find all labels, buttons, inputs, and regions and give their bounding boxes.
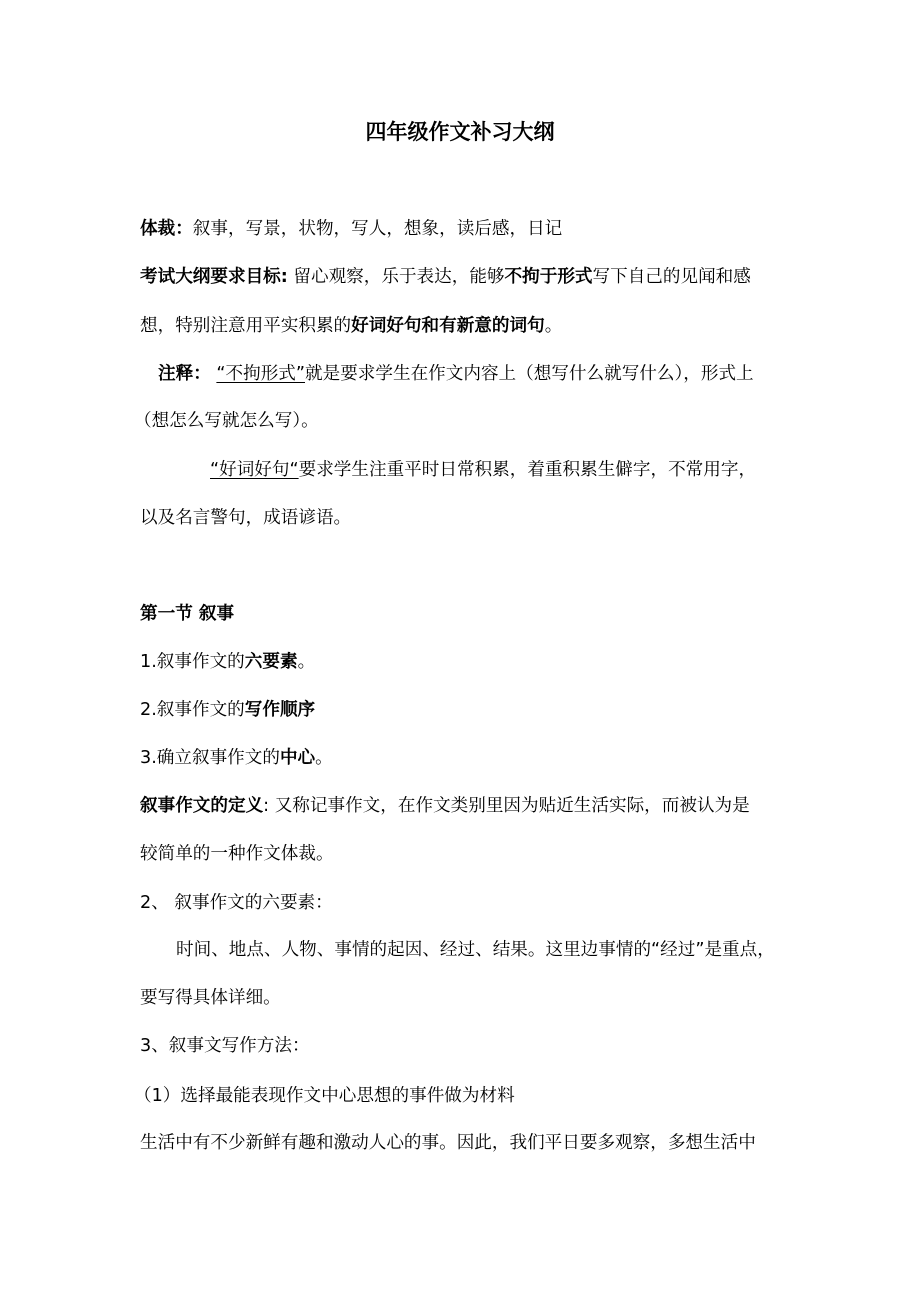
note-text: 就是要求学生在作文内容上（想写什么就写什么），形式上 xyxy=(305,364,754,384)
definition-line-2: 较简单的一种作文体裁。 xyxy=(140,844,334,864)
item-text: 1.叙事作文的 xyxy=(140,652,245,672)
definition-line-1 xyxy=(140,793,750,819)
note-line-1 xyxy=(158,361,754,387)
note-line-2 xyxy=(134,408,319,434)
goal-text: 想，特别注意用平实积累的 xyxy=(140,316,352,336)
six-elements-heading: 2、 叙事作文的六要素： xyxy=(140,893,333,913)
note-underlined: “不拘形式” xyxy=(216,364,305,384)
note-underlined: “好词好句“ xyxy=(210,460,299,480)
item-text: 。 xyxy=(297,652,316,672)
note-line-3 xyxy=(210,457,756,483)
method-subheading: （1）选择最能表现作文中心思想的事件做为材料 xyxy=(134,1086,515,1106)
section-heading: 第一节 叙事 xyxy=(140,604,235,624)
note-line-4 xyxy=(140,505,351,531)
item-bold: 六要素 xyxy=(244,652,298,672)
definition-label: 叙事作文的定义 xyxy=(140,796,264,816)
list-item xyxy=(140,745,333,771)
method-heading: 3、叙事文写作方法： xyxy=(140,1036,310,1056)
goal-text: 留心观察，乐于表达，能够 xyxy=(287,267,505,287)
genre-text: 叙事，写景，状物，写人，想象，读后感，日记 xyxy=(192,219,563,239)
item-bold: 写作顺序 xyxy=(244,700,316,720)
item-text: 。 xyxy=(315,748,333,768)
list-item xyxy=(140,649,315,675)
goal-label: 考试大纲要求目标: xyxy=(140,267,288,287)
item-text: 2.叙事作文的 xyxy=(140,700,245,720)
goal-bold: 好词好句和有新意的词句 xyxy=(351,316,545,336)
genre-label: 体裁： xyxy=(140,219,193,239)
goal-text: 写下自己的见闻和感 xyxy=(592,267,751,287)
item-bold: 中心 xyxy=(279,748,316,768)
list-item xyxy=(140,697,315,723)
goal-line-1 xyxy=(140,264,751,290)
six-elements-text-1: 时间、地点、人物、事情的起因、经过、结果。这里边事情的“经过”是重点， xyxy=(176,940,775,960)
note-label: 注释： xyxy=(158,364,211,384)
item-text: 3.确立叙事作文的 xyxy=(140,748,280,768)
genre-line xyxy=(140,216,562,242)
note-text: （想怎么写就怎么写）。 xyxy=(134,411,319,431)
note-text: 要求学生注重平时日常积累，着重积累生僻字，不常用字， xyxy=(298,460,757,480)
six-elements-text-2: 要写得具体详细。 xyxy=(140,988,281,1008)
definition-text: : 又称记事作文，在作文类别里因为贴近生活实际，而被认为是 xyxy=(263,796,750,816)
method-paragraph: 生活中有不少新鲜有趣和激动人心的事。因此，我们平日要多观察，多想生活中 xyxy=(140,1133,756,1153)
goal-bold: 不拘于形式 xyxy=(504,267,593,287)
note-text: 以及名言警句，成语谚语。 xyxy=(140,508,352,528)
goal-line-2 xyxy=(140,313,562,339)
goal-text: 。 xyxy=(544,316,563,336)
document-title: 四年级作文补习大纲 xyxy=(365,120,555,144)
